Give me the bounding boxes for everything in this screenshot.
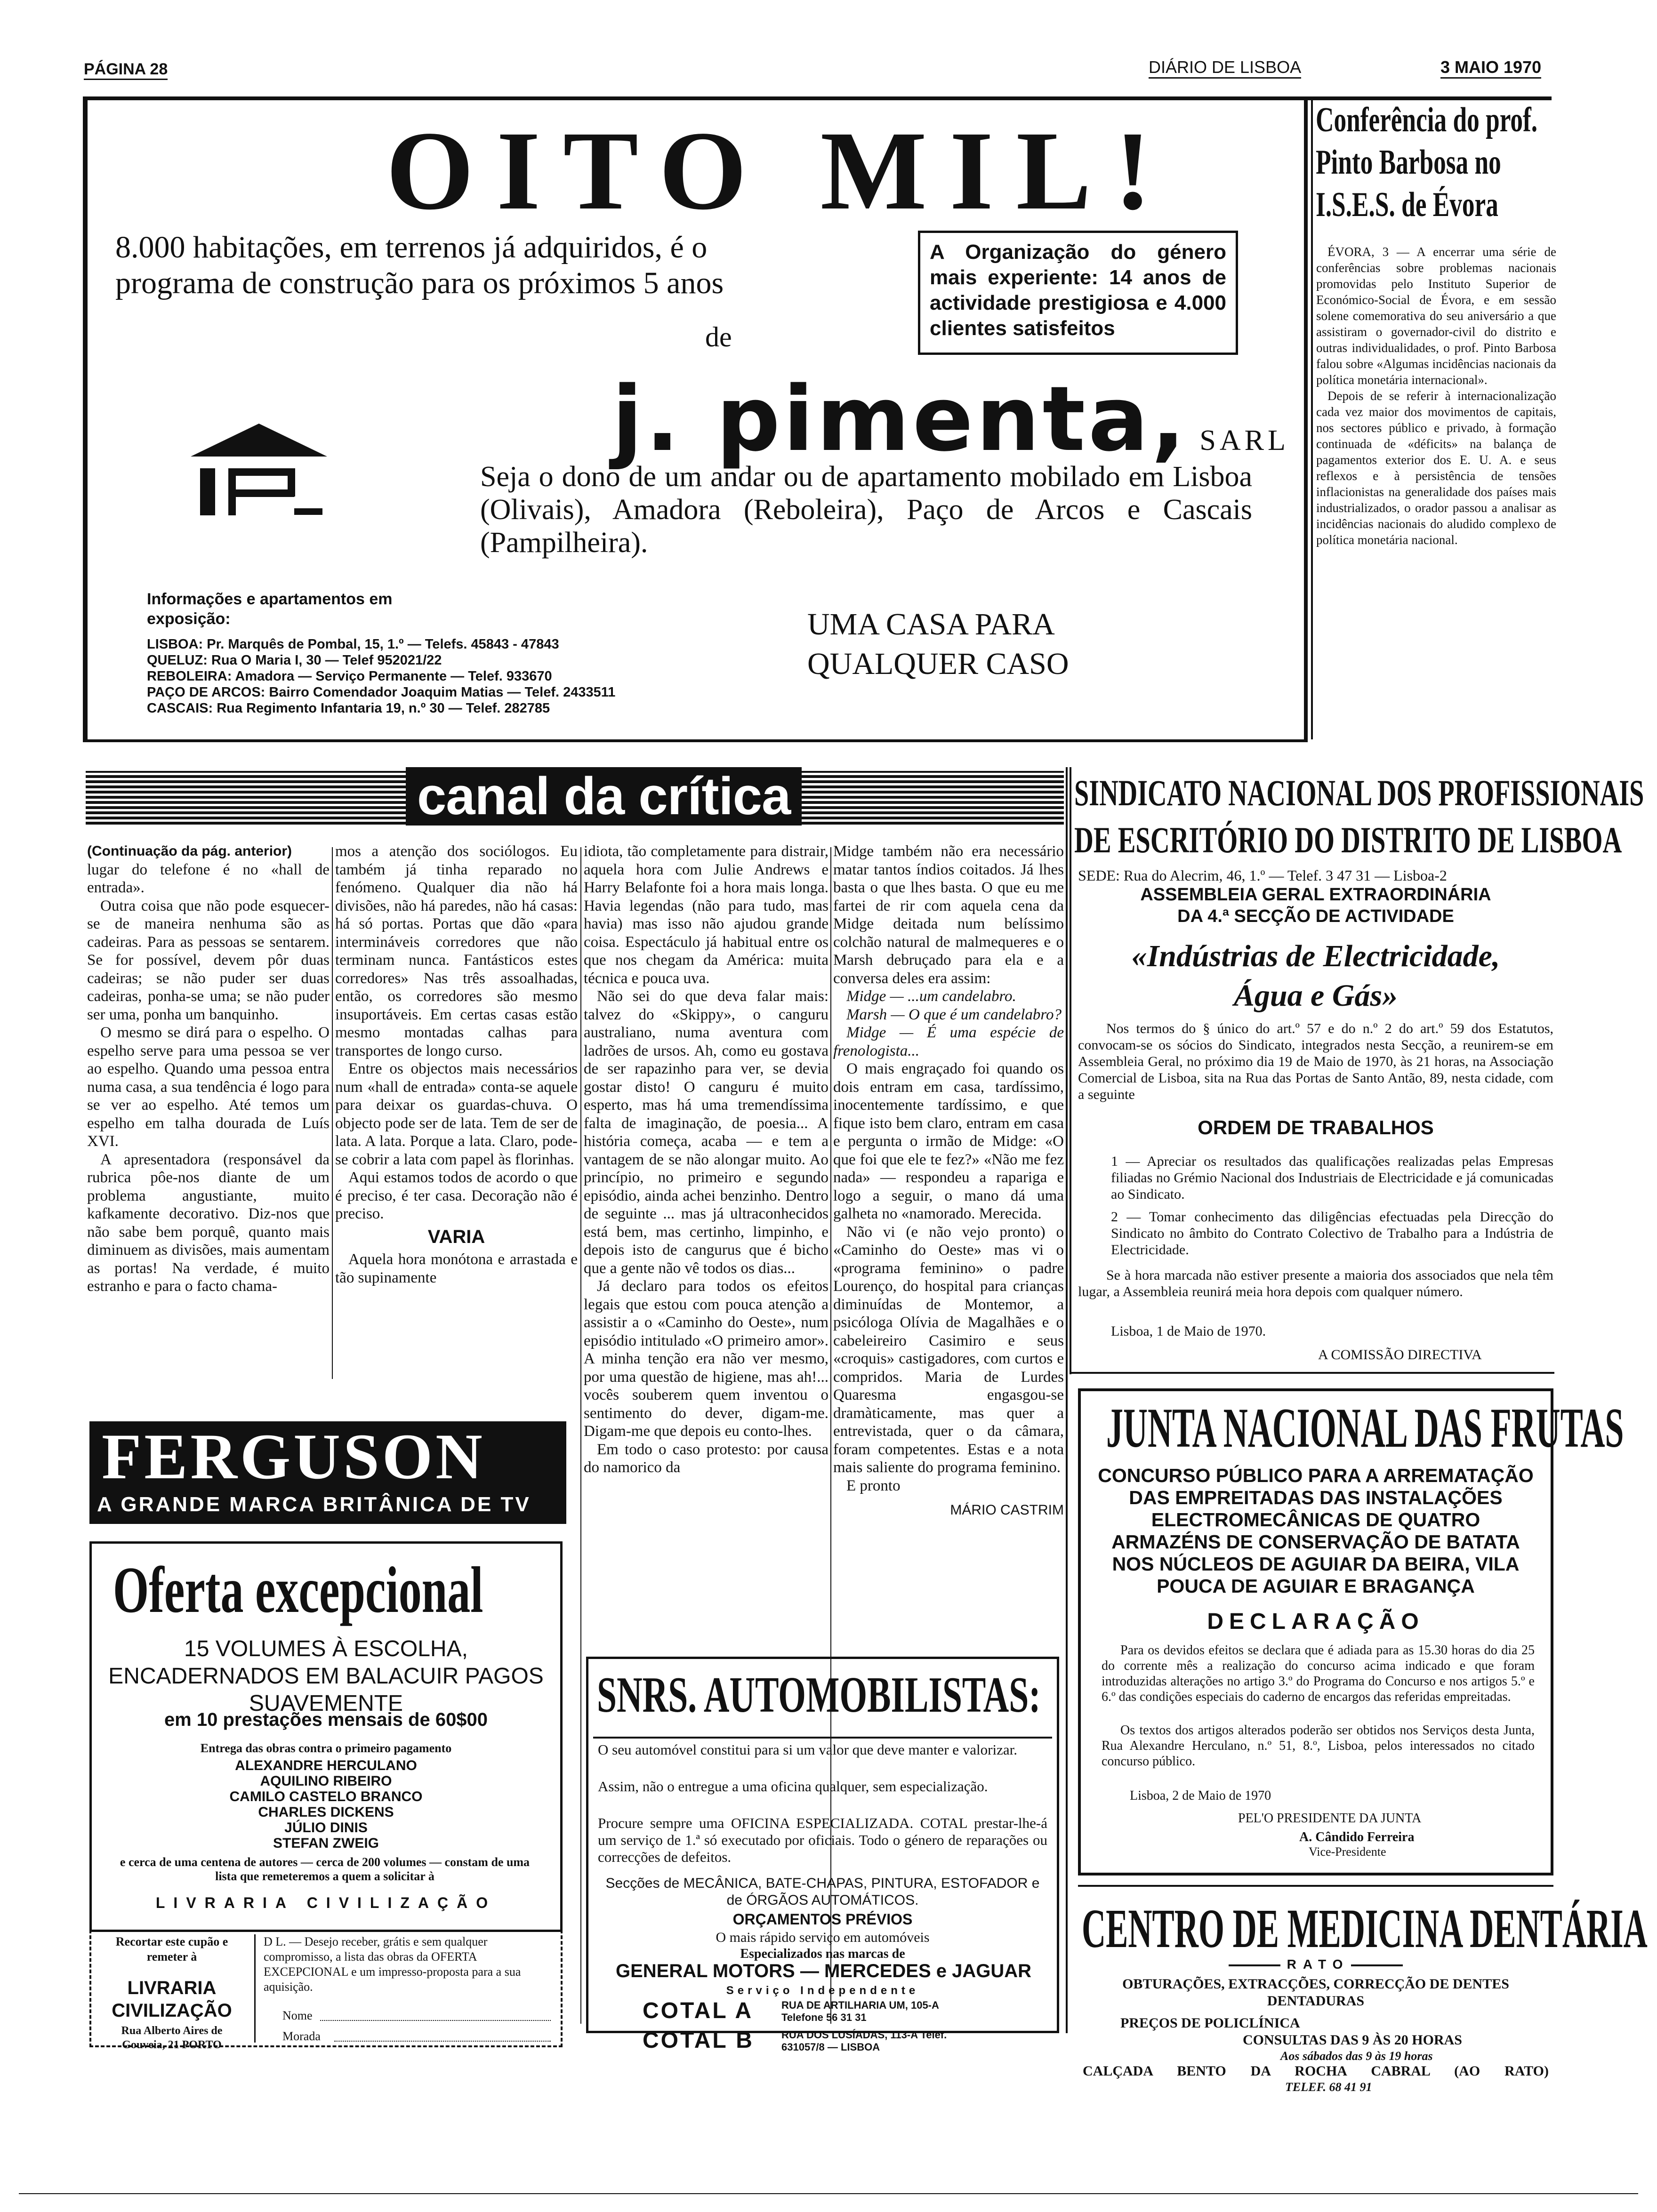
dentaria-title: CENTRO DE MEDICINA DENTÁRIA bbox=[1082, 1898, 1648, 1959]
section-rule bbox=[83, 739, 1308, 742]
coupon-instruction: Recortar este cupão e remeter à bbox=[115, 1935, 228, 1964]
ad-addresses bbox=[147, 636, 787, 716]
canal-paragraph: Midge também não era necessário matar tantos índios coitados. Já lhes basta o que lhes basta. O que eu me fartei de rir com aquela cena da Midge deitada num belíssimo colchão natural de malmequeres e o Marsh debruçado para ela e a conversa deles era assim: bbox=[833, 843, 1064, 987]
author-name: JÚLIO DINIS bbox=[284, 1820, 368, 1835]
ferguson-brand: FERGUSON bbox=[102, 1421, 485, 1492]
conferencia-body bbox=[1316, 244, 1556, 548]
junta-title: JUNTA NACIONAL DAS FRUTAS bbox=[1106, 1396, 1624, 1459]
canal-column-4 bbox=[833, 842, 1064, 1520]
author-name: STEFAN ZWEIG bbox=[273, 1835, 379, 1851]
address-reboleira: REBOLEIRA: Amadora — Serviço Permanente — Telef. 933670 bbox=[147, 669, 552, 684]
conferencia-title: Conferência do prof. Pinto Barbosa no I.S.E.S. de Évora bbox=[1316, 101, 1538, 224]
sindicato-title-1: SINDICATO NACIONAL DOS PROFISSIONAIS bbox=[1074, 772, 1644, 813]
sindicato-note: Se à hora marcada não estiver presente a maioria dos associados que nela têm lugar, a Assembleia reunirá meia hora depois com qualquer número. bbox=[1078, 1267, 1553, 1299]
ad-brand bbox=[612, 367, 1289, 471]
canal-banner-title: canal da crítica bbox=[406, 767, 802, 825]
canal-banner bbox=[86, 767, 1064, 825]
dentaria-sabados: Aos sábados das 9 às 19 horas bbox=[1280, 2049, 1433, 2063]
canal-paragraph: Em todo o caso protesto: por causa do namorico da bbox=[584, 1441, 828, 1476]
canal-paragraph: O mesmo se dirá para o espelho. O espelho serve para uma pessoa se ver ao espelho. Quando uma pessoa entra numa casa, a sua tendência é logo para se ver ao espelho. Até temos um espelho em talha dourada de Luís XVI. bbox=[87, 1024, 330, 1150]
dentaria-phone: TELEF. 68 41 91 bbox=[1285, 2080, 1372, 2094]
continuation-note: (Continuação da pág. anterior) bbox=[87, 843, 292, 859]
sindicato-date: Lisboa, 1 de Maio de 1970. bbox=[1111, 1323, 1266, 1339]
title-underline bbox=[593, 1737, 1052, 1739]
author-name: CHARLES DICKENS bbox=[258, 1804, 394, 1820]
canal-paragraph: Não sei do que deva falar mais: talvez do «Skippy», o canguru australiano, numa aventura com ladrões de ursos. Ah, como eu gostava de ser rapazinho para ver, se devia gostar disto! O canguru é muito esperto, mas há uma tremendíssima falta de imaginação, de poesia... A história começa, acaba — e tem a vantagem de se não alongar muito. Ao princípio, no primeiro e segundo episódio, ainda achei benzinho. Dentro de seguinte ... mas já ultraconhecidos está bem, mas certinho, limpinho, e depois isto de cangurus que é bicho que a gente não vê todos os dias... bbox=[584, 988, 828, 1277]
dentaria-rato-label: RATO bbox=[1287, 1957, 1350, 1972]
dentaria-services: OBTURAÇÕES, EXTRACÇÕES, CORRECÇÃO DE DENTES DENTADURAS bbox=[1122, 1976, 1509, 2009]
automobilistas-rapido: O mais rápido serviço em automóveis bbox=[716, 1930, 930, 1945]
junta-p1: Para os devidos efeitos se declara que é adiada para as 15.30 horas do dia 25 do corrente mês a realização do concurso acima indicado e que foram introduzidas alterações no artigo 3.º do Programa do Concurso e nos artigos 5.º e 6.º das condições especiais do caderno de encargos das referidas empreitadas. bbox=[1102, 1643, 1535, 1704]
canal-paragraph: lugar do telefone é no «hall de entrada». bbox=[87, 861, 330, 896]
ad-headline: OITO MIL! bbox=[386, 108, 1174, 233]
cotal-a-address: RUA DE ARTILHARIA UM, 105-A Telefone 56 31 31 bbox=[781, 1999, 939, 2023]
oferta-more: e cerca de uma centena de autores — cerca de 200 volumes — constam de uma lista que remeteremos a quem a solicitar à bbox=[120, 1855, 530, 1883]
oferta-prestacoes: em 10 prestações mensais de 60$00 bbox=[164, 1709, 488, 1730]
ad-experience-box bbox=[918, 231, 1238, 355]
rato-rule-right bbox=[1351, 1964, 1403, 1966]
coupon-address-label: Morada bbox=[282, 2029, 321, 2043]
sindicato-seccao: DA 4.ª SECÇÃO DE ACTIVIDADE bbox=[1177, 906, 1454, 926]
canal-paragraph: O mais engraçado foi quando os dois entram em casa, tardíssimo, inocentemente tardíssimo, e que fique isto bem claro, entram em casa e pergunta o irmão de Midge: «O que foi que ele te fez?» «Não me fez nada» — respondeu a rapariga e logo a seguir, o mano dá uma galheta no «namorado. Merecida. bbox=[833, 1060, 1064, 1222]
cotal-b-address: RUA DOS LUSÍADAS, 113-A Telef. 631057/8 — LISBOA bbox=[781, 2029, 947, 2053]
section-rule bbox=[1070, 1372, 1554, 1374]
canal-paragraph: Aquela hora monótona e arrastada e tão supinamente bbox=[335, 1251, 578, 1286]
canal-signature: MÁRIO CASTRIM bbox=[950, 1502, 1064, 1518]
author-name: AQUILINO RIBEIRO bbox=[260, 1773, 392, 1789]
dentaria-address: CALÇADA BENTO DA ROCHA CABRAL (AO RATO) bbox=[1083, 2063, 1549, 2079]
canal-right-rule bbox=[1066, 767, 1068, 2033]
automobilistas-servico: Serviço Independente bbox=[726, 1984, 919, 1997]
canal-dialogue: Marsh — O que é um candelabro? bbox=[846, 1006, 1062, 1023]
ad-intro: 8.000 habitações, em terrenos já adquiridos, é o programa de construção para os próximos 5 anos bbox=[115, 230, 724, 300]
coupon-divider bbox=[254, 1934, 256, 2043]
coupon-livraria: LIVRARIA CIVILIZAÇÃO bbox=[112, 1978, 232, 2021]
issue-date: 3 MAIO 1970 bbox=[1440, 57, 1541, 79]
oferta-authors bbox=[94, 1758, 558, 1851]
oferta-entrega: Entrega das obras contra o primeiro pagamento bbox=[200, 1741, 452, 1755]
canal-paragraph: mos a atenção dos sociólogos. Eu também já tinha reparado no fenómeno. Qualquer dia não há divisões, não há paredes, não há casas: há só portas. Portas que dão «para intermináveis corredores que não terminam nunca. Fantásticos estes corredores» Nas três assoalhadas, então, os corredores são mesmo insuportáveis. Em certas casas estão mesmo montadas calhas para transportes de longo curso. bbox=[335, 843, 578, 1059]
newspaper-name: DIÁRIO DE LISBOA bbox=[1149, 57, 1301, 79]
junta-concurso: CONCURSO PÚBLICO PARA A ARREMATAÇÃO DAS EMPREITADAS DAS INSTALAÇÕES ELECTROMECÂNICAS DE QUATRO ARMAZÉNS DE CONSERVAÇÃO DE BATATA NOS NÚCLEOS DE AGUIAR DA BEIRA, VILA POUCA DE AGUIAR E BRAGANÇA bbox=[1098, 1465, 1534, 1597]
canal-column-1 bbox=[87, 842, 330, 1296]
ad-info-title: Informações e apartamentos em exposição: bbox=[147, 590, 393, 628]
automobilistas-orcamentos: ORÇAMENTOS PRÉVIOS bbox=[732, 1911, 913, 1928]
sindicato-body: Nos termos do § único do art.º 57 e do n.º 2 do art.º 59 dos Estatutos, convocam-se os sócios do Sindicato, integrados nesta Secção, a reunirem-se em Assembleia Geral, no próximo dia 19 de Maio de 1970, às 21 horas, na Associação Comercial de Lisboa, sita na Rua das Portas de Santo Antão, 89, nesta cidade, com a seguinte bbox=[1078, 1021, 1553, 1102]
junta-signer-role: Vice-Presidente bbox=[1309, 1845, 1386, 1859]
section-rule bbox=[1078, 1885, 1553, 1887]
pimenta-left-rule bbox=[83, 100, 88, 739]
dentaria-rato bbox=[1078, 1957, 1553, 1972]
canal-paragraph: idiota, tão completamente para distrair, aquela hora com Julie Andrews e Harry Belafonte foi a hora mais longa. Havia legendas (não para tudo, mas havia) mas isso não ajudou grande coisa. Espectáculo já habitual entre os que nos chegam da América: muita técnica e pouca uva. bbox=[584, 843, 828, 987]
ad-brand-name: j. pimenta, bbox=[612, 367, 1188, 471]
varia-title: VARIA bbox=[427, 1226, 485, 1247]
ad-slogan: UMA CASA PARA QUALQUER CASO bbox=[807, 607, 1069, 681]
junta-date: Lisboa, 2 de Maio de 1970 bbox=[1130, 1788, 1271, 1803]
address-queluz: QUELUZ: Rua O Maria I, 30 — Telef 952021/22 bbox=[147, 653, 442, 668]
conferencia-paragraph: Depois de se referir à internacionalização cada vez maior dos movimentos de capitais, nos sectores público e privado, à formação continuada de «déficits» na balança de pagamentos exterior dos E. U. A. e seus reflexos e à persistência de tensões inflacionistas na generalidade dos países mais industrializados, o orador passou a analisar as incidências nacionais do aludido complexo de política monetária nacional. bbox=[1316, 389, 1556, 547]
sindicato-sede: SEDE: Rua do Alecrim, 46, 1.º — Telef. 3 47 31 — Lisboa-2 bbox=[1078, 867, 1447, 884]
sindicato-item-1: 1 — Apreciar os resultados das qualificações realizadas pelas Empresas filiadas no Grémio Nacional dos Industriais de Electricidade e já comunicadas ao Sindicato. bbox=[1111, 1154, 1553, 1202]
canal-paragraph: Aqui estamos todos de acordo o que é preciso, é ter casa. Decoração não é preciso. bbox=[335, 1169, 578, 1222]
canal-paragraph: Entre os objectos mais necessários num «hall de entrada» conta-se aquele para deixar os guardas-chuva. O objecto pode ser de lata. Tem de ser de lata. A lata. Porque a lata. Claro, pode-se cobrir a lata com papel às florinhas. bbox=[335, 1060, 578, 1168]
automobilistas-marcas: GENERAL MOTORS — MERCEDES e JAGUAR bbox=[615, 1961, 1032, 1981]
house-logo-icon bbox=[181, 419, 337, 527]
ad-brand-suffix: SARL bbox=[1199, 425, 1289, 457]
ad-de: de bbox=[705, 321, 732, 353]
automobilistas-title: SNRS. AUTOMOBILISTAS: bbox=[597, 1667, 1041, 1723]
cotal-a-label: COTAL A bbox=[643, 1998, 754, 2023]
ferguson-ad bbox=[89, 1421, 566, 1524]
canal-column-2 bbox=[335, 842, 578, 1287]
canal-paragraph: E pronto bbox=[846, 1477, 901, 1494]
pimenta-right-rule bbox=[1304, 100, 1308, 739]
sindicato-ordem: ORDEM DE TRABALHOS bbox=[1198, 1116, 1434, 1138]
canal-paragraph: Outra coisa que não pode esquecer-se de maneira nenhuma são as cadeiras. Para as pessoas se sentarem. Se for possível, devem pôr duas cadeiras; se não puder ser duas cadeiras, ponha-se uma; se não puder ser uma, ponha um banquinho. bbox=[87, 897, 330, 1023]
sindicato-industrias: «Indústrias de Electricidade, Água e Gás» bbox=[1131, 939, 1500, 1013]
canal-column-3 bbox=[584, 842, 828, 1477]
footer-rule bbox=[19, 2193, 1638, 2194]
automobilistas-p3: Procure sempre uma OFICINA ESPECIALIZADA. COTAL prestar-lhe-á um serviço de 1.ª só executado por oficiais. Todo o género de reparações ou correcções de defeitos. bbox=[598, 1815, 1047, 1865]
coupon-name-label: Nome bbox=[282, 2009, 313, 2022]
page-number: PÁGINA 28 bbox=[84, 60, 168, 80]
author-name: ALEXANDRE HERCULANO bbox=[235, 1758, 417, 1773]
canal-paragraph: A apresentadora (responsável da rubrica pôe-nos diante de um problema angustiante, muito kafkamente decorativo. Diz-nos que não sabe bem porquê, quanto mais diminuem as divisões, mais aumentam as portas! Na verdade, é muito estranho e para o facto chama- bbox=[87, 1151, 330, 1295]
dentaria-consultas: CONSULTAS DAS 9 ÀS 20 HORAS bbox=[1243, 2032, 1462, 2048]
coupon-text: D L. — Desejo receber, grátis e sem qualquer compromisso, a lista das obras da OFERTA EXCEPCIONAL e um impresso-proposta para a sua aquisição. bbox=[264, 1935, 521, 1994]
ad-offer: Seja o dono de um andar ou de apartamento mobilado em Lisboa (Olivais), Amadora (Reboleira), Paço de Arcos e Cascais (Pampilheira). bbox=[480, 461, 1252, 559]
cotal-b-label: COTAL B bbox=[643, 2028, 754, 2053]
column-divider bbox=[332, 847, 333, 1379]
canal-dialogue: Midge — ...um candelabro. bbox=[846, 988, 1016, 1005]
canal-dialogue: Midge — É uma espécie de frenologista... bbox=[833, 1024, 1064, 1059]
automobilistas-p1: O seu automóvel constitui para si um valor que deve manter e valorizar. bbox=[598, 1741, 1017, 1758]
automobilistas-especializados: Especializados nas marcas de bbox=[740, 1947, 905, 1961]
automobilistas-p2: Assim, não o entregue a uma oficina qualquer, sem especialização. bbox=[598, 1778, 988, 1795]
ferguson-tagline: A GRANDE MARCA BRITÂNICA DE TV bbox=[97, 1493, 531, 1516]
coupon-address: Rua Alberto Aires de Gouveia, 21 PORTO bbox=[121, 2025, 223, 2051]
sindicato-signature: A COMISSÃO DIRECTIVA bbox=[1318, 1347, 1482, 1362]
oferta-title: Oferta excepcional bbox=[113, 1554, 483, 1627]
address-lisboa: LISBOA: Pr. Marquês de Pombal, 15, 1.º — Telefs. 45843 - 47843 bbox=[147, 637, 559, 652]
address-paco-de-arcos: PAÇO DE ARCOS: Bairro Comendador Joaquim Matias — Telef. 2433511 bbox=[147, 685, 616, 700]
sindicato-item-2: 2 — Tomar conhecimento das diligências efectuadas pela Direcção do Sindicato no âmbito do Contrato Colectivo de Trabalho para a Indústria de Electricidade. bbox=[1111, 1209, 1553, 1258]
ad-experience-text: A Organização do género mais experiente: 14 anos de actividade prestigiosa e 4.000 clientes satisfeitos bbox=[930, 240, 1226, 340]
canal-paragraph: Não vi (e não vejo pronto) o «Caminho do Oeste» mas vi o «programa feminino» o padre Lourenço, do hospital para crianças diminuídas de Montemor, a psicóloga Olívia de Magalhães e o cabeleireiro Casimiro e seus «croquis» castigadores, com curtos e compridos. Maria de Lurdes Quaresma engasgou-se dramàticamente, mas quer a entrevistada, quer o da câmara, foram competentes. Estas e a nota mais saliente do programa feminino. bbox=[833, 1223, 1064, 1476]
oferta-livraria: LIVRARIA CIVILIZAÇÃO bbox=[155, 1894, 497, 1911]
column-divider bbox=[580, 847, 581, 2024]
canal-paragraph: Já declaro para todos os efeitos legais que estou com pouca atenção a assistir a o «Caminho do Oeste», num episódio intitulado «O primeiro amor». A minha tenção era não ver mesmo, por uma questão de higiene, mas ah!... vocês souberem quem inventou o sentimento do dever, digam-me. Digam-me que depois eu conto-lhes. bbox=[584, 1278, 828, 1440]
sindicato-assembleia: ASSEMBLEIA GERAL EXTRAORDINÁRIA bbox=[1140, 885, 1491, 905]
junta-declaracao: DECLARAÇÃO bbox=[1207, 1609, 1424, 1634]
oferta-subtitle: 15 VOLUMES À ESCOLHA, ENCADERNADOS EM BALACUIR PAGOS SUAVEMENTE bbox=[108, 1636, 544, 1716]
junta-pelo: PEL'O PRESIDENTE DA JUNTA bbox=[1238, 1811, 1422, 1826]
sindicato-left-rule bbox=[1070, 767, 1071, 1374]
sindicato-title-2: DE ESCRITÓRIO DO DISTRITO DE LISBOA bbox=[1074, 819, 1622, 860]
junta-p2: Os textos dos artigos alterados poderão ser obtidos nos Serviços desta Junta, Rua Alexandre Herculano, n.º 51, 8.º, Lisboa, pelos interessados no citado concurso público. bbox=[1102, 1723, 1535, 1769]
junta-signer: A. Cândido Ferreira bbox=[1299, 1830, 1415, 1844]
rato-rule-left bbox=[1229, 1964, 1280, 1966]
address-cascais: CASCAIS: Rua Regimento Infantaria 19, n.º 30 — Telef. 282785 bbox=[147, 701, 550, 716]
coupon-address-field[interactable] bbox=[334, 2041, 551, 2042]
coupon-name-field[interactable] bbox=[320, 2020, 551, 2021]
conferencia-paragraph: ÉVORA, 3 — A encerrar uma série de conferências sobre problemas nacionais promovidas pelo Instituto Superior de Económico-Social de Évora, e em sessão solene comemorativa do seu aniversário a que assistiram o governador-civil do distrito e outras individualidades, o prof. Pinto Barbosa falou sobre «Algumas incidências nacionais da política monetária internacional». bbox=[1316, 245, 1556, 387]
dentaria-precos: PREÇOS DE POLICLÍNICA bbox=[1120, 2015, 1300, 2031]
automobilistas-seccoes: Secções de MECÂNICA, BATE-CHAPAS, PINTURA, ESTOFADOR e de ÓRGÃOS AUTOMÁTICOS. bbox=[605, 1875, 1040, 1908]
author-name: CAMILO CASTELO BRANCO bbox=[229, 1789, 423, 1804]
column-rule bbox=[1311, 100, 1313, 739]
